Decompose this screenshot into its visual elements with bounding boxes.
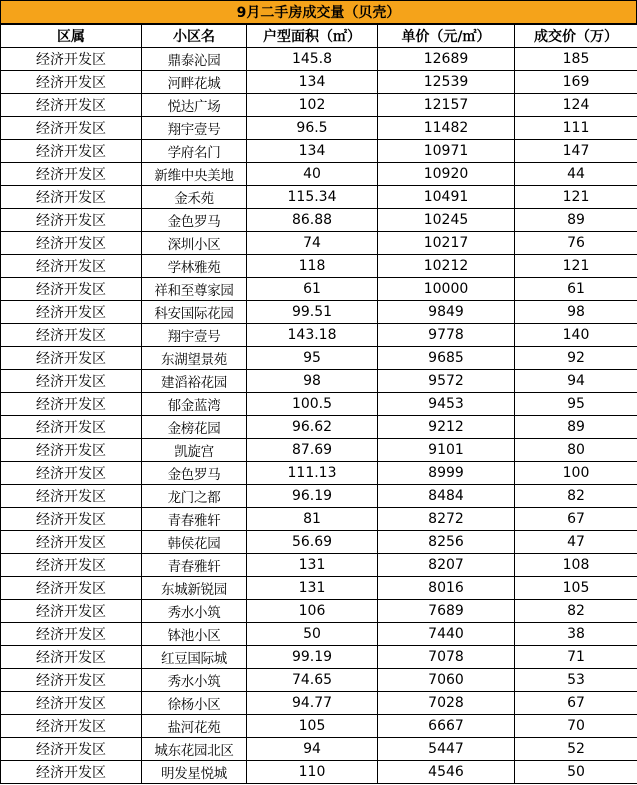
cell-total-price: 38 [515, 623, 637, 646]
cell-area: 40 [247, 163, 378, 186]
table-row [1, 416, 637, 439]
cell-area: 131 [247, 577, 378, 600]
cell-total-price: 61 [515, 278, 637, 301]
cell-total-price: 89 [515, 209, 637, 232]
table-row [1, 600, 637, 623]
cell-unit-price: 8999 [378, 462, 515, 485]
cell-area: 115.34 [247, 186, 378, 209]
table-row [1, 347, 637, 370]
cell-community: 城东花园北区 [142, 738, 247, 761]
cell-district: 经济开发区 [1, 48, 142, 71]
cell-area: 96.19 [247, 485, 378, 508]
cell-district: 经济开发区 [1, 117, 142, 140]
cell-district: 经济开发区 [1, 209, 142, 232]
cell-area: 143.18 [247, 324, 378, 347]
cell-unit-price: 8016 [378, 577, 515, 600]
cell-unit-price: 9101 [378, 439, 515, 462]
cell-unit-price: 10491 [378, 186, 515, 209]
cell-district: 经济开发区 [1, 485, 142, 508]
cell-unit-price: 10217 [378, 232, 515, 255]
cell-total-price: 71 [515, 646, 637, 669]
cell-unit-price: 4546 [378, 761, 515, 784]
cell-total-price: 53 [515, 669, 637, 692]
cell-total-price: 70 [515, 715, 637, 738]
cell-community: 学府名门 [142, 140, 247, 163]
cell-district: 经济开发区 [1, 439, 142, 462]
cell-unit-price: 7689 [378, 600, 515, 623]
cell-total-price: 105 [515, 577, 637, 600]
cell-total-price: 121 [515, 186, 637, 209]
cell-community: 金榜花园 [142, 416, 247, 439]
cell-district: 经济开发区 [1, 577, 142, 600]
cell-community: 金色罗马 [142, 209, 247, 232]
cell-area: 99.19 [247, 646, 378, 669]
cell-district: 经济开发区 [1, 462, 142, 485]
cell-community: 明发星悦城 [142, 761, 247, 784]
table-row [1, 393, 637, 416]
cell-district: 经济开发区 [1, 393, 142, 416]
header-unit-price: 单价（元/㎡） [378, 25, 515, 48]
cell-community: 郁金蓝湾 [142, 393, 247, 416]
cell-area: 102 [247, 94, 378, 117]
header-area: 户型面积（㎡） [247, 25, 378, 48]
cell-unit-price: 8256 [378, 531, 515, 554]
table-row [1, 140, 637, 163]
cell-district: 经济开发区 [1, 508, 142, 531]
cell-total-price: 124 [515, 94, 637, 117]
cell-total-price: 76 [515, 232, 637, 255]
cell-unit-price: 10920 [378, 163, 515, 186]
cell-community: 钵池小区 [142, 623, 247, 646]
cell-district: 经济开发区 [1, 761, 142, 784]
cell-community: 祥和至尊家园 [142, 278, 247, 301]
table-row [1, 232, 637, 255]
cell-community: 青春雅轩 [142, 554, 247, 577]
cell-community: 金禾苑 [142, 186, 247, 209]
header-row [1, 25, 637, 48]
cell-unit-price: 9778 [378, 324, 515, 347]
cell-community: 东城新锐园 [142, 577, 247, 600]
cell-unit-price: 5447 [378, 738, 515, 761]
cell-total-price: 89 [515, 416, 637, 439]
cell-unit-price: 7060 [378, 669, 515, 692]
table-row [1, 646, 637, 669]
cell-area: 134 [247, 140, 378, 163]
cell-area: 131 [247, 554, 378, 577]
table-title: 9月二手房成交量（贝壳） [0, 0, 637, 24]
cell-community: 凯旋宫 [142, 439, 247, 462]
cell-district: 经济开发区 [1, 669, 142, 692]
cell-total-price: 94 [515, 370, 637, 393]
table-row [1, 577, 637, 600]
cell-unit-price: 9212 [378, 416, 515, 439]
cell-community: 科安国际花园 [142, 301, 247, 324]
cell-total-price: 47 [515, 531, 637, 554]
cell-total-price: 82 [515, 485, 637, 508]
cell-community: 龙门之都 [142, 485, 247, 508]
cell-district: 经济开发区 [1, 531, 142, 554]
cell-district: 经济开发区 [1, 646, 142, 669]
cell-community: 金色罗马 [142, 462, 247, 485]
table-row [1, 692, 637, 715]
table-row [1, 324, 637, 347]
table-row [1, 554, 637, 577]
table-row [1, 508, 637, 531]
cell-district: 经济开发区 [1, 715, 142, 738]
cell-district: 经济开发区 [1, 255, 142, 278]
cell-district: 经济开发区 [1, 623, 142, 646]
cell-total-price: 185 [515, 48, 637, 71]
cell-area: 145.8 [247, 48, 378, 71]
table-row [1, 117, 637, 140]
cell-total-price: 67 [515, 692, 637, 715]
cell-total-price: 98 [515, 301, 637, 324]
cell-district: 经济开发区 [1, 416, 142, 439]
cell-community: 翔宇壹号 [142, 324, 247, 347]
cell-community: 韩侯花园 [142, 531, 247, 554]
header-total-price: 成交价（万） [515, 25, 637, 48]
cell-community: 河畔花城 [142, 71, 247, 94]
table-row [1, 531, 637, 554]
cell-area: 99.51 [247, 301, 378, 324]
table-row [1, 48, 637, 71]
cell-total-price: 111 [515, 117, 637, 140]
cell-unit-price: 7078 [378, 646, 515, 669]
table-body [1, 48, 637, 784]
cell-district: 经济开发区 [1, 347, 142, 370]
cell-area: 94.77 [247, 692, 378, 715]
cell-total-price: 82 [515, 600, 637, 623]
cell-district: 经济开发区 [1, 370, 142, 393]
cell-total-price: 108 [515, 554, 637, 577]
cell-community: 建滔裕花园 [142, 370, 247, 393]
cell-unit-price: 10212 [378, 255, 515, 278]
cell-area: 86.88 [247, 209, 378, 232]
cell-community: 秀水小筑 [142, 669, 247, 692]
table-row [1, 485, 637, 508]
cell-unit-price: 8272 [378, 508, 515, 531]
cell-unit-price: 12689 [378, 48, 515, 71]
cell-district: 经济开发区 [1, 278, 142, 301]
table-row [1, 462, 637, 485]
cell-community: 秀水小筑 [142, 600, 247, 623]
cell-area: 96.5 [247, 117, 378, 140]
cell-total-price: 140 [515, 324, 637, 347]
table-row [1, 439, 637, 462]
cell-area: 81 [247, 508, 378, 531]
cell-unit-price: 6667 [378, 715, 515, 738]
cell-total-price: 92 [515, 347, 637, 370]
cell-unit-price: 10971 [378, 140, 515, 163]
cell-unit-price: 9572 [378, 370, 515, 393]
table-row [1, 761, 637, 784]
cell-district: 经济开发区 [1, 600, 142, 623]
cell-total-price: 100 [515, 462, 637, 485]
table-row [1, 186, 637, 209]
cell-area: 56.69 [247, 531, 378, 554]
cell-community: 悦达广场 [142, 94, 247, 117]
cell-community: 东湖望景苑 [142, 347, 247, 370]
cell-community: 新维中央美地 [142, 163, 247, 186]
cell-district: 经济开发区 [1, 301, 142, 324]
cell-district: 经济开发区 [1, 163, 142, 186]
cell-community: 深圳小区 [142, 232, 247, 255]
cell-district: 经济开发区 [1, 140, 142, 163]
cell-district: 经济开发区 [1, 692, 142, 715]
table-row [1, 715, 637, 738]
cell-unit-price: 11482 [378, 117, 515, 140]
table-row [1, 738, 637, 761]
cell-district: 经济开发区 [1, 738, 142, 761]
table-row [1, 278, 637, 301]
cell-area: 95 [247, 347, 378, 370]
cell-area: 96.62 [247, 416, 378, 439]
cell-total-price: 67 [515, 508, 637, 531]
cell-area: 50 [247, 623, 378, 646]
table-row [1, 370, 637, 393]
table-row [1, 255, 637, 278]
cell-total-price: 44 [515, 163, 637, 186]
cell-community: 红豆国际城 [142, 646, 247, 669]
cell-unit-price: 9453 [378, 393, 515, 416]
cell-unit-price: 7440 [378, 623, 515, 646]
cell-district: 经济开发区 [1, 324, 142, 347]
cell-community: 青春雅轩 [142, 508, 247, 531]
cell-unit-price: 9849 [378, 301, 515, 324]
cell-total-price: 95 [515, 393, 637, 416]
table-row [1, 623, 637, 646]
cell-area: 110 [247, 761, 378, 784]
table-row [1, 301, 637, 324]
cell-total-price: 52 [515, 738, 637, 761]
table-row [1, 669, 637, 692]
cell-unit-price: 7028 [378, 692, 515, 715]
cell-district: 经济开发区 [1, 71, 142, 94]
cell-unit-price: 12539 [378, 71, 515, 94]
cell-total-price: 121 [515, 255, 637, 278]
cell-district: 经济开发区 [1, 554, 142, 577]
cell-unit-price: 10000 [378, 278, 515, 301]
cell-community: 翔宇壹号 [142, 117, 247, 140]
transactions-table [0, 24, 637, 784]
cell-area: 61 [247, 278, 378, 301]
cell-area: 106 [247, 600, 378, 623]
cell-community: 盐河花苑 [142, 715, 247, 738]
cell-community: 徐杨小区 [142, 692, 247, 715]
cell-area: 134 [247, 71, 378, 94]
cell-total-price: 80 [515, 439, 637, 462]
table-row [1, 209, 637, 232]
cell-district: 经济开发区 [1, 94, 142, 117]
table-row [1, 71, 637, 94]
cell-area: 111.13 [247, 462, 378, 485]
table-row [1, 163, 637, 186]
cell-unit-price: 8484 [378, 485, 515, 508]
cell-area: 105 [247, 715, 378, 738]
cell-unit-price: 9685 [378, 347, 515, 370]
cell-district: 经济开发区 [1, 232, 142, 255]
table-row [1, 94, 637, 117]
cell-area: 74.65 [247, 669, 378, 692]
cell-area: 98 [247, 370, 378, 393]
cell-community: 鼎泰沁园 [142, 48, 247, 71]
cell-unit-price: 8207 [378, 554, 515, 577]
cell-community: 学林雅苑 [142, 255, 247, 278]
cell-area: 74 [247, 232, 378, 255]
cell-total-price: 169 [515, 71, 637, 94]
cell-total-price: 50 [515, 761, 637, 784]
cell-area: 100.5 [247, 393, 378, 416]
cell-unit-price: 10245 [378, 209, 515, 232]
cell-district: 经济开发区 [1, 186, 142, 209]
cell-total-price: 147 [515, 140, 637, 163]
cell-area: 87.69 [247, 439, 378, 462]
header-district: 区属 [1, 25, 142, 48]
cell-area: 94 [247, 738, 378, 761]
header-community: 小区名 [142, 25, 247, 48]
cell-area: 118 [247, 255, 378, 278]
cell-unit-price: 12157 [378, 94, 515, 117]
